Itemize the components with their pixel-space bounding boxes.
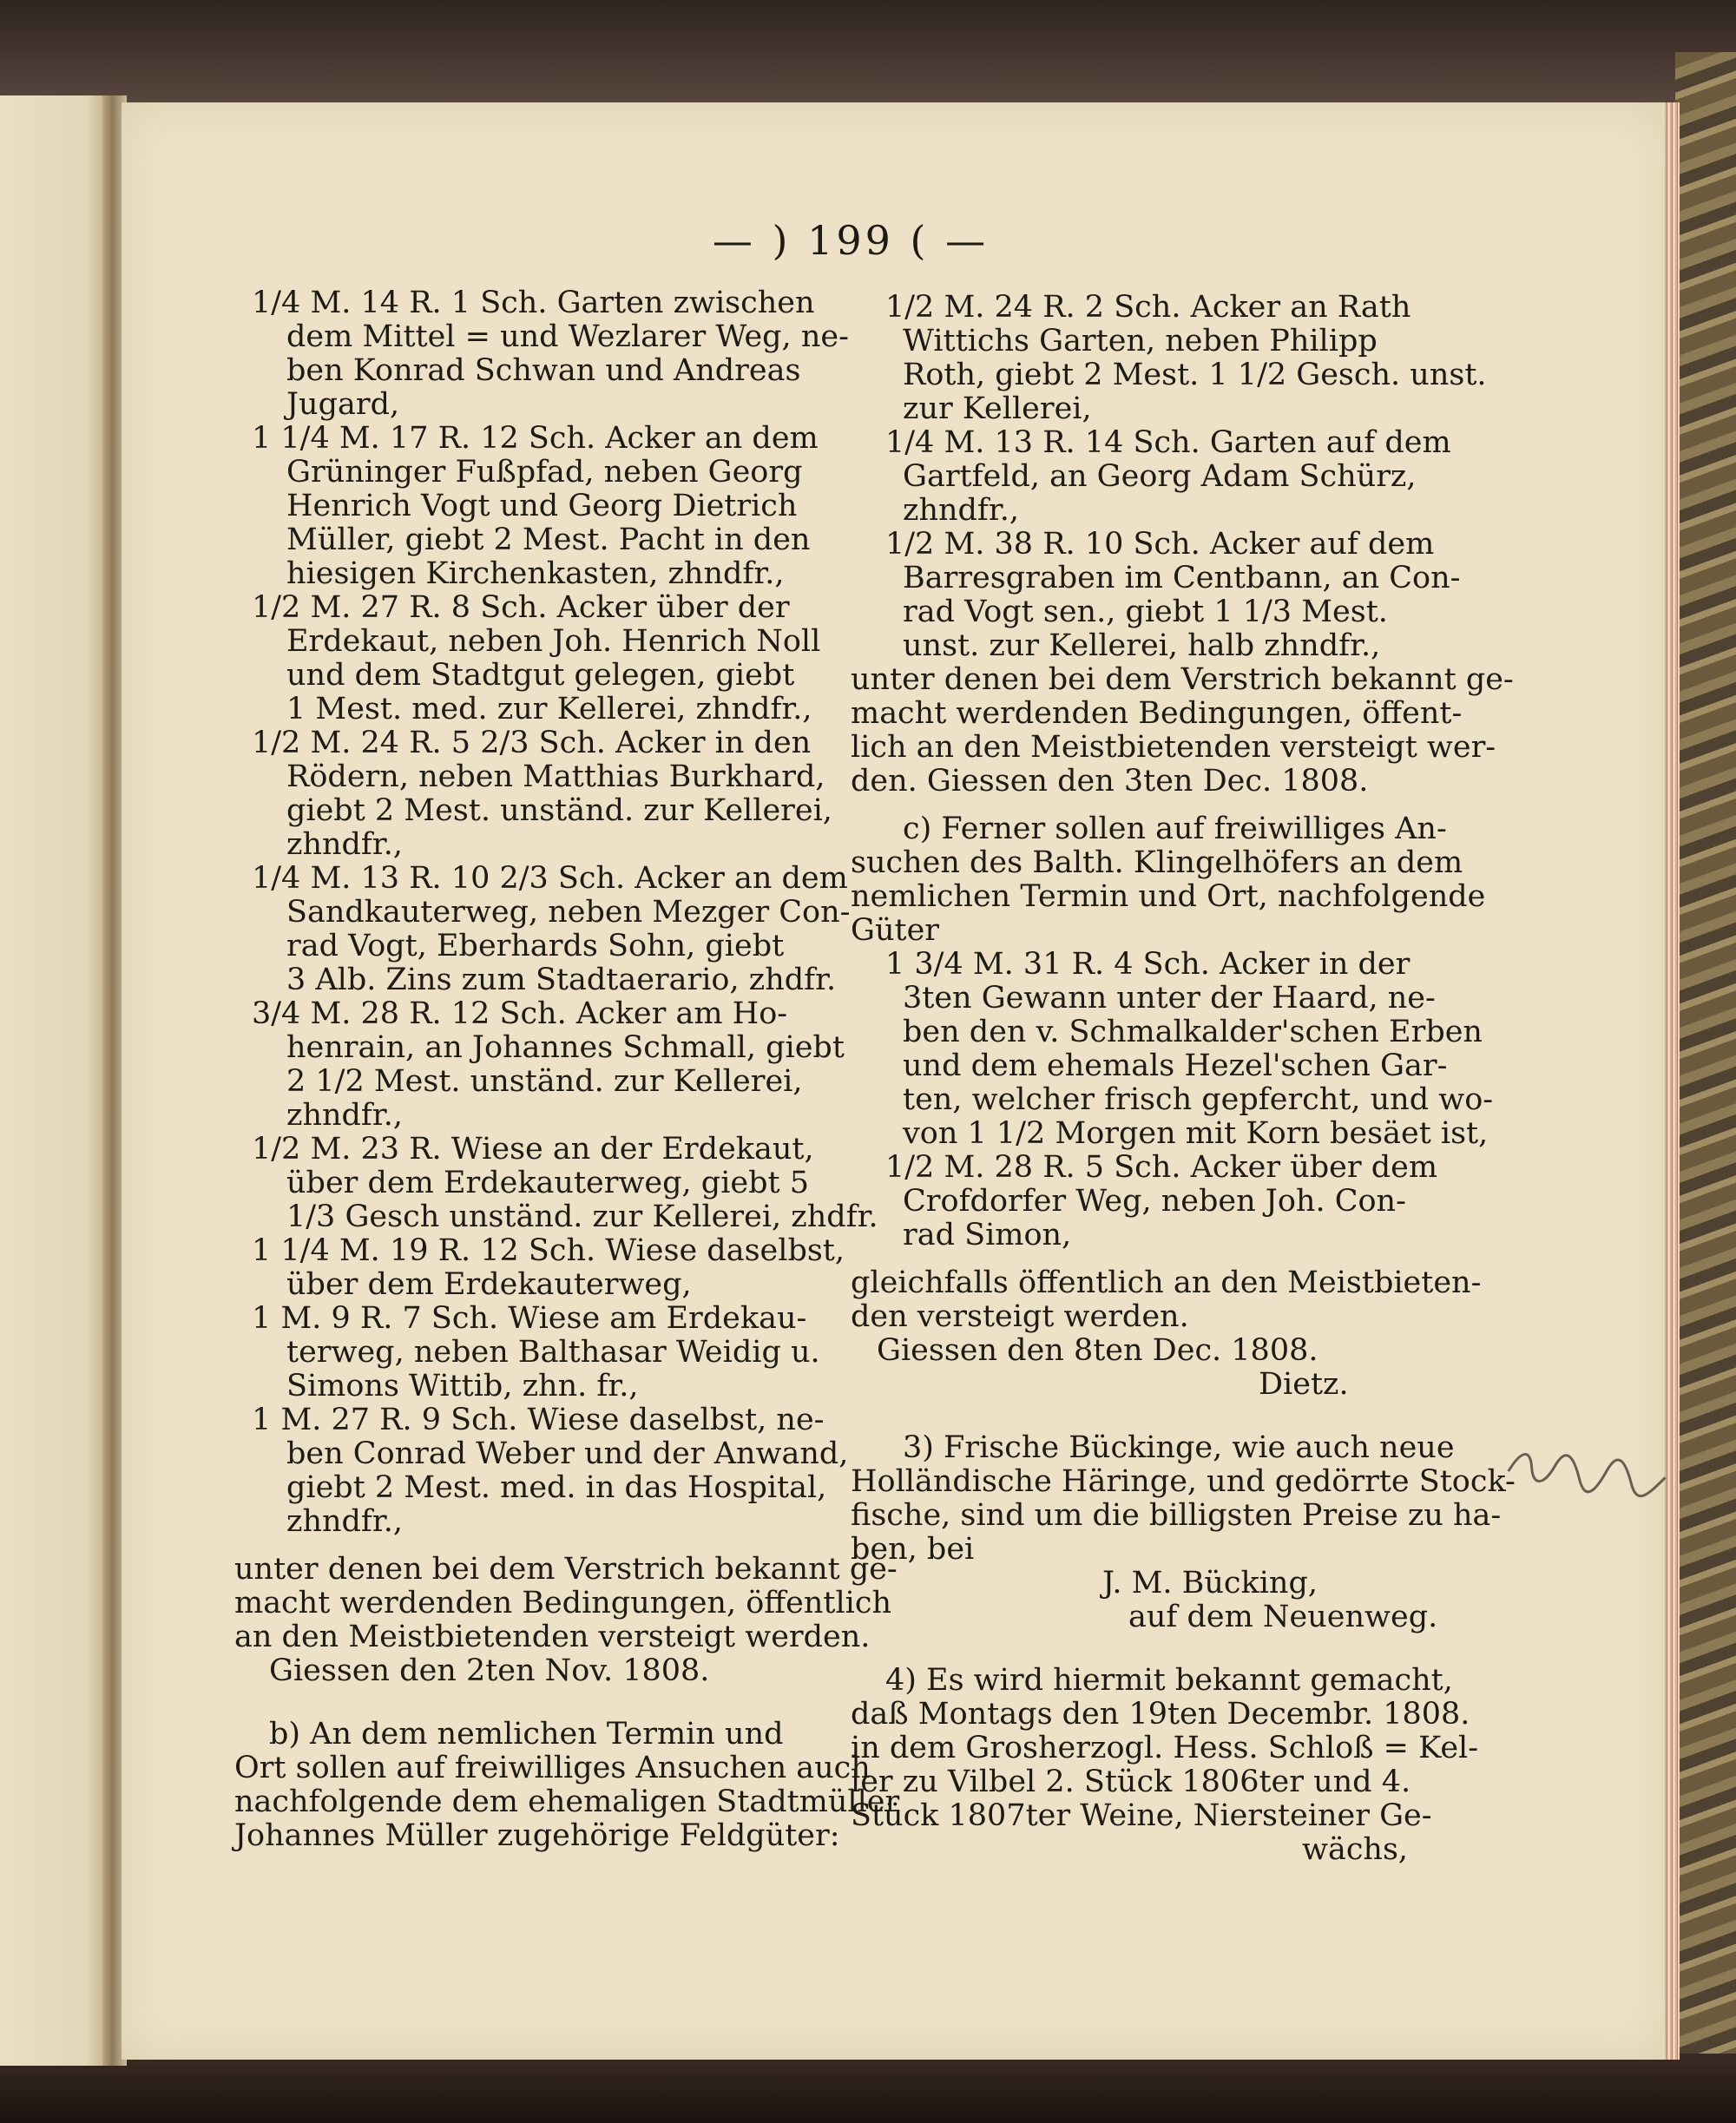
text-line: Güter [851, 913, 940, 948]
text-line: zhndfr., [286, 1504, 404, 1539]
text-line: 1/2 M. 28 R. 5 Sch. Acker über dem [885, 1150, 1438, 1185]
text-line: giebt 2 Mest. unständ. zur Kellerei, [286, 793, 832, 828]
text-line: Giessen den 2ten Nov. 1808. [269, 1653, 710, 1688]
text-line: Grüninger Fußpfad, neben Georg [286, 455, 803, 490]
merchant-name: J. M. Bücking, [1102, 1566, 1318, 1600]
text-line: zhndfr., [286, 1098, 404, 1133]
text-line: 1 M. 9 R. 7 Sch. Wiese am Erdekau- [252, 1301, 807, 1336]
text-line: Müller, giebt 2 Mest. Pacht in den [286, 523, 811, 557]
text-line: 1 M. 27 R. 9 Sch. Wiese daselbst, ne- [252, 1403, 825, 1437]
text-line: Barresgraben im Centbann, an Con- [903, 561, 1461, 595]
text-line: 1/4 M. 14 R. 1 Sch. Garten zwischen [252, 286, 815, 320]
text-line: 3) Frische Bückinge, wie auch neue [903, 1430, 1455, 1465]
text-line: 1 3/4 M. 31 R. 4 Sch. Acker in der [885, 947, 1410, 982]
text-line: zhndfr., [903, 493, 1020, 528]
text-line: 3 Alb. Zins zum Stadtaerario, zhdfr. [286, 963, 837, 997]
text-line: Johannes Müller zugehörige Feldgüter: [234, 1818, 840, 1853]
text-line: Gartfeld, an Georg Adam Schürz, [903, 459, 1417, 494]
text-line: 1 1/4 M. 17 R. 12 Sch. Acker an dem [252, 421, 819, 456]
text-line: ben, bei [851, 1532, 975, 1567]
text-line: rad Simon, [903, 1218, 1072, 1252]
text-line: und dem Stadtgut gelegen, giebt [286, 658, 795, 693]
text-line: zhndfr., [286, 827, 404, 862]
text-line: zur Kellerei, [903, 391, 1092, 426]
text-line: Simons Wittib, zhn. fr., [286, 1369, 639, 1403]
text-line: ben Konrad Schwan und Andreas [286, 353, 801, 388]
text-line: 3/4 M. 28 R. 12 Sch. Acker am Ho- [252, 996, 788, 1031]
text-line: fische, sind um die billigsten Preise zu ha- [851, 1498, 1502, 1533]
page-stack-edges [1662, 102, 1680, 2060]
text-line: den versteigt werden. [851, 1299, 1189, 1334]
text-line: ben den v. Schmalkalder'schen Erben [903, 1015, 1483, 1049]
text-line: 2 1/2 Mest. unständ. zur Kellerei, [286, 1064, 803, 1099]
text-line: 3ten Gewann unter der Haard, ne- [903, 981, 1436, 1015]
text-line: Wittichs Garten, neben Philipp [903, 324, 1378, 358]
text-line: 1/4 M. 13 R. 14 Sch. Garten auf dem [885, 425, 1451, 460]
text-line: Giessen den 8ten Dec. 1808. [877, 1333, 1318, 1368]
text-line: den. Giessen den 3ten Dec. 1808. [851, 764, 1369, 799]
text-line: Sandkauterweg, neben Mezger Con- [286, 895, 851, 930]
text-line: 4) Es wird hiermit bekannt gemacht, [885, 1663, 1453, 1698]
text-line: unter denen bei dem Verstrich bekannt ge- [851, 662, 1514, 697]
text-line: an den Meistbietenden versteigt werden. [234, 1620, 871, 1654]
text-line: rad Vogt sen., giebt 1 1/3 Mest. [903, 595, 1388, 629]
text-line: 1 1/4 M. 19 R. 12 Sch. Wiese daselbst, [252, 1233, 845, 1268]
bottom-shadow [0, 2054, 1736, 2123]
previous-page-edge [0, 95, 108, 2066]
left-column [234, 286, 900, 1853]
text-line: nachfolgende dem ehemaligen Stadtmüller [234, 1785, 900, 1819]
text-line: Holländische Häringe, und gedörrte Stock- [851, 1464, 1516, 1499]
book-cover-edge [0, 0, 1736, 113]
text-line: 1/2 M. 38 R. 10 Sch. Acker auf dem [885, 527, 1435, 562]
text-line: 1/4 M. 13 R. 10 2/3 Sch. Acker an dem [252, 861, 848, 896]
text-line: über dem Erdekauterweg, giebt 5 [286, 1166, 809, 1200]
text-line: über dem Erdekauterweg, [286, 1267, 692, 1302]
text-line: wächs, [1302, 1832, 1409, 1867]
text-line: 1/2 M. 24 R. 2 Sch. Acker an Rath [885, 290, 1411, 325]
text-line: nemlichen Termin und Ort, nachfolgende [851, 879, 1486, 914]
signature-dietz: Dietz. [1259, 1367, 1349, 1402]
text-line: Stück 1807ter Weine, Niersteiner Ge- [851, 1798, 1432, 1833]
text-line: von 1 1/2 Morgen mit Korn besäet ist, [903, 1116, 1489, 1151]
text-line: dem Mittel = und Wezlarer Weg, ne- [286, 319, 849, 354]
text-line: Rödern, neben Matthias Burkhard, [286, 759, 825, 794]
text-line: 1/2 M. 27 R. 8 Sch. Acker über der [252, 590, 790, 625]
text-line: Henrich Vogt und Georg Dietrich [286, 489, 798, 523]
text-line: 1/2 M. 23 R. Wiese an der Erdekaut, [252, 1132, 814, 1167]
text-line: gleichfalls öffentlich an den Meistbieten- [851, 1265, 1482, 1300]
text-line: macht werdenden Bedingungen, öffentlich [234, 1586, 891, 1620]
text-line: unter denen bei dem Verstrich bekannt ge- [234, 1552, 898, 1587]
text-line: ten, welcher frisch gepfercht, und wo- [903, 1082, 1494, 1117]
text-line: ben Conrad Weber und der Anwand, [286, 1436, 849, 1471]
text-line: 1/3 Gesch unständ. zur Kellerei, zhdfr. [286, 1200, 878, 1234]
marbled-cover-edge [1675, 52, 1736, 2123]
text-line: c) Ferner sollen auf freiwilliges An- [903, 812, 1447, 846]
merchant-place: auf dem Neuenweg. [1128, 1600, 1438, 1634]
text-line: 1 Mest. med. zur Kellerei, zhndfr., [286, 692, 812, 726]
text-line: in dem Grosherzogl. Hess. Schloß = Kel- [851, 1731, 1479, 1765]
text-line: rad Vogt, Eberhards Sohn, giebt [286, 929, 785, 963]
text-line: Jugard, [286, 387, 400, 422]
page-number-header: — ) 199 ( — [712, 217, 990, 264]
text-line: b) An dem nemlichen Termin und [269, 1717, 784, 1752]
text-line: suchen des Balth. Klingelhöfers an dem [851, 845, 1463, 880]
text-line: ler zu Vilbel 2. Stück 1806ter und 4. [851, 1765, 1411, 1799]
text-line: lich an den Meistbietenden versteigt wer- [851, 730, 1496, 765]
text-line: unst. zur Kellerei, halb zhndfr., [903, 628, 1381, 663]
text-line: Crofdorfer Weg, neben Joh. Con- [903, 1184, 1406, 1219]
text-line: Roth, giebt 2 Mest. 1 1/2 Gesch. unst. [903, 358, 1487, 392]
text-line: henrain, an Johannes Schmall, giebt [286, 1030, 845, 1065]
text-line: 1/2 M. 24 R. 5 2/3 Sch. Acker in den [252, 726, 812, 760]
text-line: hiesigen Kirchenkasten, zhndfr., [286, 556, 785, 591]
right-column [851, 290, 1516, 1867]
text-line: terweg, neben Balthasar Weidig u. [286, 1335, 820, 1370]
text-line: und dem ehemals Hezel'schen Gar- [903, 1048, 1448, 1083]
text-line: macht werdenden Bedingungen, öffent- [851, 696, 1463, 731]
text-line: giebt 2 Mest. med. in das Hospital, [286, 1470, 827, 1505]
text-line: Ort sollen auf freiwilliges Ansuchen auch [234, 1751, 871, 1785]
text-line: daß Montags den 19ten Decembr. 1808. [851, 1697, 1470, 1732]
text-line: Erdekaut, neben Joh. Henrich Noll [286, 624, 821, 659]
